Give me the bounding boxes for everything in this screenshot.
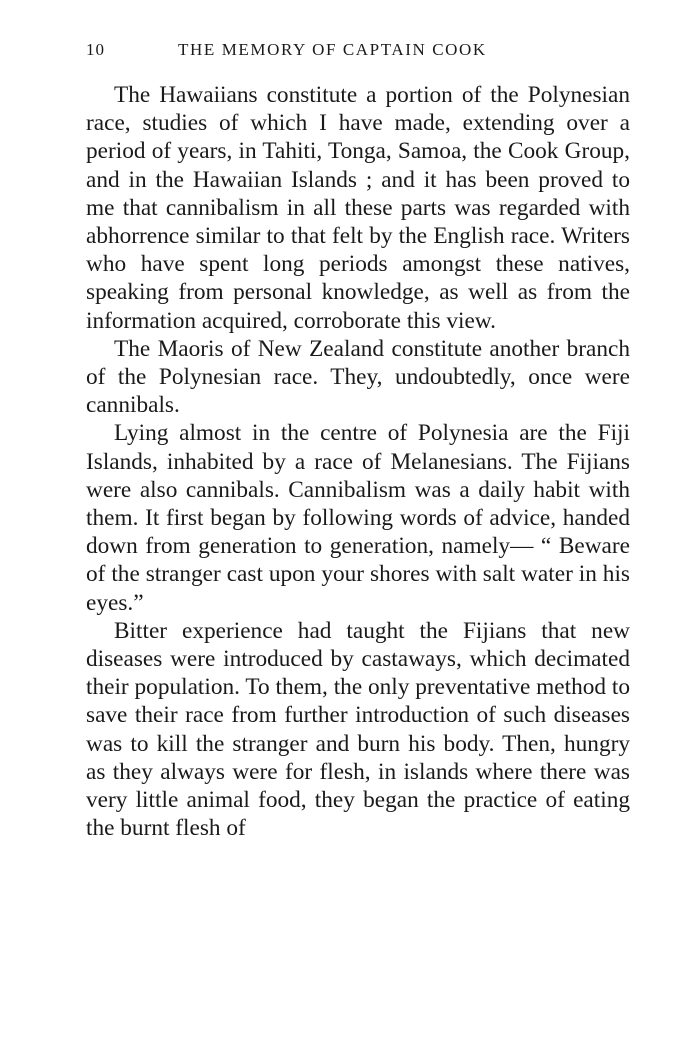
paragraph-fiji: Lying almost in the centre of Polynesia are the Fiji Islands, inhabited by a race of Melanesians. The Fijians were also cannibals. Cannibalism was a daily habit with them. It first began by following words of advice, handed down from generation to generation, namely— “ Beware of the stranger cast upon your shores with salt water in his eyes.” xyxy=(86,420,630,616)
running-head xyxy=(86,40,630,60)
book-page xyxy=(86,40,630,842)
paragraph-hawaiians: The Hawaiians constitute a portion of the Polynesian race, studies of which I have made, extending over a period of years, in Tahiti, Tonga, Samoa, the Cook Group, and in the Hawaiian Islands ; and it has been proved to me that cannibalism in all these parts was regarded with abhorrence similar to that felt by the English race. Writers who have spent long periods amongst these natives, speaking from personal knowledge, as well as from the information acquired, corroborate this view. xyxy=(86,82,630,334)
paragraph-bitter-experience: Bitter experience had taught the Fijians that new diseases were introduced by castaways, which decimated their population. To them, the only preventative method to save their race from further introduction of such diseases was to kill the stranger and burn his body. Then, hungry as they always were for flesh, in islands where there was very little animal food, they began the practice of eating the burnt flesh of xyxy=(86,617,631,842)
paragraph-maoris: The Maoris of New Zealand constitute another branch of the Polynesian race. They, undoubtedly, once were cannibals. xyxy=(86,335,630,419)
page-number: 10 xyxy=(86,40,105,59)
running-title: THE MEMORY OF CAPTAIN COOK xyxy=(178,40,487,59)
body-text xyxy=(86,81,630,842)
